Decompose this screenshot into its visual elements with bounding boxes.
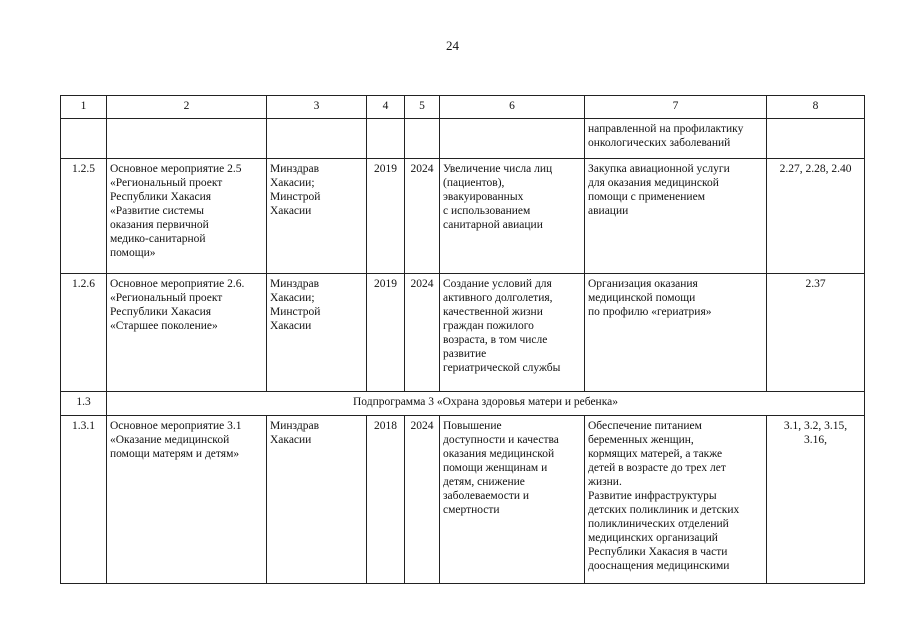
- cell-measure: [107, 119, 267, 159]
- cell-number: 1.2.6: [61, 274, 107, 392]
- cell-result: Увеличение числа лиц (пациентов), эвакуированных с использованием санитарной авиации: [440, 159, 585, 274]
- cell-measure: Основное мероприятие 2.6. «Региональный проект Республики Хакасия «Старшее поколение»: [107, 274, 267, 392]
- column-header: 3: [267, 96, 367, 119]
- cell-indicators: [767, 119, 865, 159]
- cell-executor: Минздрав Хакасии: [267, 416, 367, 584]
- measures-table: [60, 95, 865, 584]
- cell-number: 1.3.1: [61, 416, 107, 584]
- column-header: 2: [107, 96, 267, 119]
- subprogram-row: [61, 392, 865, 416]
- table-row: [61, 416, 865, 584]
- column-header: 5: [405, 96, 440, 119]
- cell-directions: Организация оказания медицинской помощи по профилю «гериатрия»: [585, 274, 767, 392]
- column-header: 7: [585, 96, 767, 119]
- cell-executor: Минздрав Хакасии; Минстрой Хакасии: [267, 159, 367, 274]
- header-row: [61, 96, 865, 119]
- cell-start-year: 2018: [367, 416, 405, 584]
- cell-measure: Основное мероприятие 2.5 «Региональный проект Республики Хакасия «Развитие системы оказания первичной медико-санитарной помощи»: [107, 159, 267, 274]
- cell-indicators: 2.37: [767, 274, 865, 392]
- column-header: 4: [367, 96, 405, 119]
- cell-end-year: 2024: [405, 159, 440, 274]
- cell-start-year: [367, 119, 405, 159]
- cell-directions: Закупка авиационной услуги для оказания медицинской помощи с применением авиации: [585, 159, 767, 274]
- cell-start-year: 2019: [367, 159, 405, 274]
- table-row: [61, 119, 865, 159]
- table-row: [61, 274, 865, 392]
- cell-executor: Минздрав Хакасии; Минстрой Хакасии: [267, 274, 367, 392]
- cell-indicators: 2.27, 2.28, 2.40: [767, 159, 865, 274]
- cell-executor: [267, 119, 367, 159]
- column-header: 8: [767, 96, 865, 119]
- subprogram-title: Подпрограмма 3 «Охрана здоровья матери и ребенка»: [107, 392, 865, 416]
- cell-result: [440, 119, 585, 159]
- cell-start-year: 2019: [367, 274, 405, 392]
- cell-number: 1.2.5: [61, 159, 107, 274]
- page-number: 24: [446, 38, 459, 53]
- cell-number: 1.3: [61, 392, 107, 416]
- cell-directions: направленной на профилактику онкологических заболеваний: [585, 119, 767, 159]
- column-header: 6: [440, 96, 585, 119]
- cell-number: [61, 119, 107, 159]
- table-row: [61, 159, 865, 274]
- cell-result: Повышение доступности и качества оказания медицинской помощи женщинам и детям, снижение заболеваемости и смертности: [440, 416, 585, 584]
- cell-directions: Обеспечение питанием беременных женщин, кормящих матерей, а также детей в возрасте до трех лет жизни. Развитие инфраструктуры детских поликлиник и детских поликлинических отделений медицинских организаций Республики Хакасия в части дооснащения медицинскими: [585, 416, 767, 584]
- cell-indicators: 3.1, 3.2, 3.15, 3.16,: [767, 416, 865, 584]
- cell-result: Создание условий для активного долголетия, качественной жизни граждан пожилого возраста, в том числе развитие гериатрической службы: [440, 274, 585, 392]
- cell-end-year: [405, 119, 440, 159]
- cell-end-year: 2024: [405, 416, 440, 584]
- column-header: 1: [61, 96, 107, 119]
- cell-measure: Основное мероприятие 3.1 «Оказание медицинской помощи матерям и детям»: [107, 416, 267, 584]
- cell-end-year: 2024: [405, 274, 440, 392]
